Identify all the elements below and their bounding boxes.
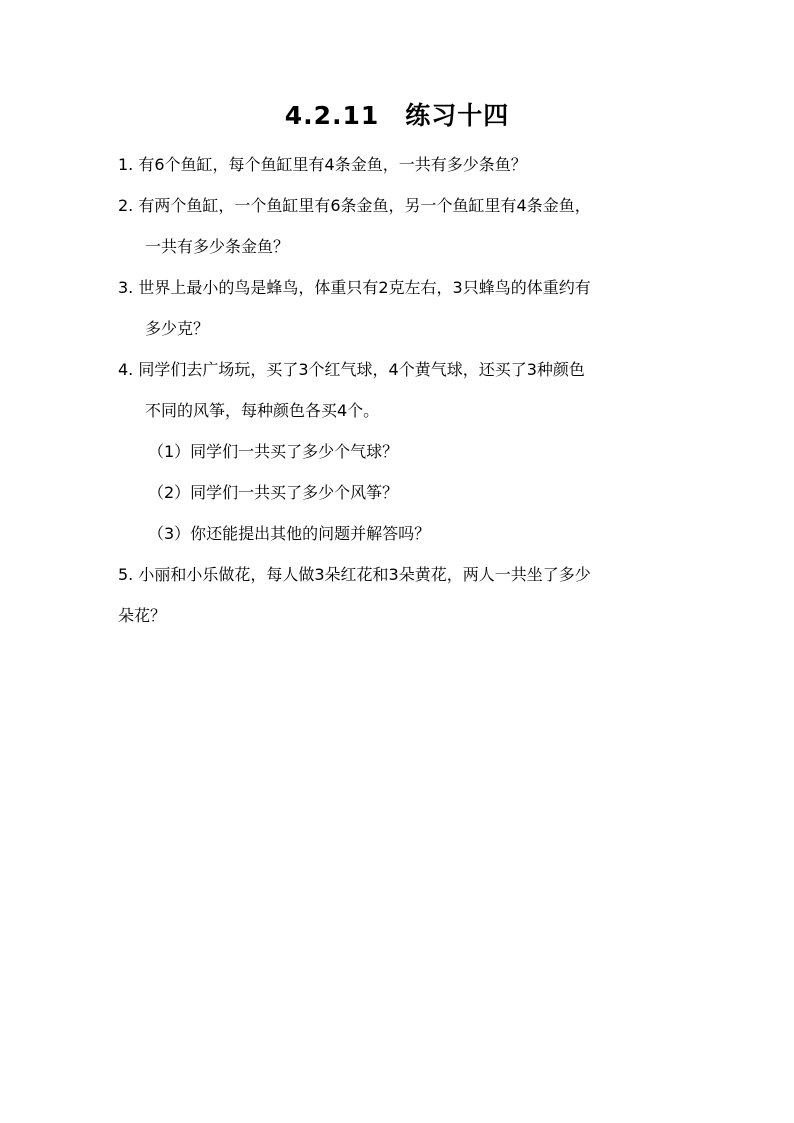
question-4-line-2: 不同的风筝，每种颜色各买4个。 <box>145 401 380 420</box>
question-4-sub-3: （3）你还能提出其他的问题并解答吗？ <box>148 524 431 543</box>
question-1 <box>118 144 718 185</box>
question-2-line-1: 2. 有两个鱼缸，一个鱼缸里有6条金鱼，另一个鱼缸里有4条金鱼， <box>118 196 591 215</box>
question-1-line-1: 1. 有6个鱼缸，每个鱼缸里有4条金鱼，一共有多少条鱼？ <box>118 155 527 174</box>
question-4-sub-1: （1）同学们一共买了多少个气球？ <box>148 442 399 461</box>
page-title: 4.2.11 练习十四 <box>284 101 510 130</box>
exercise-list <box>118 144 718 636</box>
question-3-line-2: 多少克？ <box>145 319 210 338</box>
question-4-sub-2: （2）同学们一共买了多少个风筝？ <box>148 483 399 502</box>
question-3-line-1: 3. 世界上最小的鸟是蜂鸟，体重只有2克左右，3只蜂鸟的体重约有 <box>118 278 591 297</box>
question-2 <box>118 185 718 267</box>
question-2-line-2: 一共有多少条金鱼？ <box>145 237 290 256</box>
question-5-line-2: 朵花？ <box>118 606 167 625</box>
question-5 <box>118 554 718 636</box>
question-4-line-1: 4. 同学们去广场玩，买了3个红气球，4个黄气球，还买了3种颜色 <box>118 360 585 379</box>
question-3 <box>118 267 718 349</box>
question-5-line-1: 5. 小丽和小乐做花，每人做3朵红花和3朵黄花，两人一共坐了多少 <box>118 565 591 584</box>
question-4 <box>118 349 718 554</box>
